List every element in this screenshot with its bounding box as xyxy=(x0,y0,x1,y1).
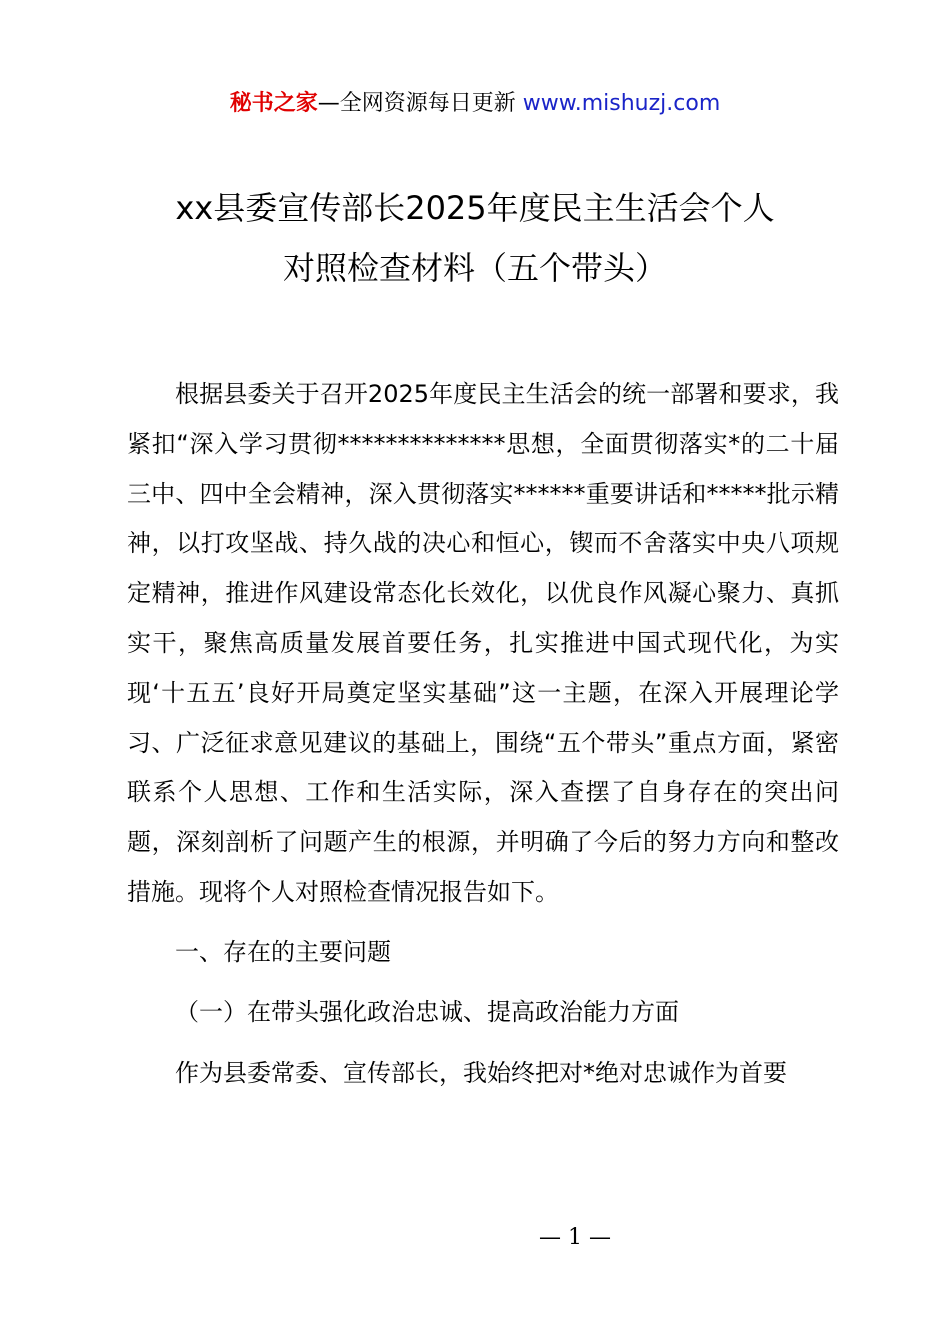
brand-name: 秘书之家 xyxy=(229,91,318,116)
document-body xyxy=(127,370,839,1099)
body-paragraph: 作为县委常委、宣传部长，我始终把对*绝对忠诚作为首要 xyxy=(175,1059,787,1088)
page-number: — 1 — xyxy=(539,1225,611,1250)
title-line-2: 对照检查材料（五个带头） xyxy=(282,249,667,287)
site-url-link[interactable]: www.mishuzj.com xyxy=(522,91,721,116)
intro-paragraph: 根据县委关于召开2025年度民主生活会的统一部署和要求，我紧扣“深入学习贯彻**************思想，全面贯彻落实*的二十届三中、四中全会精神，深入贯彻落实******重要讲话和*****批示精神，以打攻坚战、持久战的决心和恒心，锲而不舍落实中央八项规定精神，推进作风建设常态化长效化，以优良作风凝心聚力、真抓实干，聚焦高质量发展首要任务，扎实推进中国式现代化，为实现‘十五五’良好开局奠定坚实基础”这一主题，在深入开展理论学习、广泛征求意见建议的基础上，围绕“五个带头”重点方面，紧密联系个人思想、工作和生活实际，深入查摆了自身存在的突出问题，深刻剖析了问题产生的根源，并明确了今后的努力方向和整改措施。现将个人对照检查情况报告如下。 xyxy=(127,380,839,906)
document-title xyxy=(60,178,890,298)
site-header xyxy=(0,86,950,122)
title-line-1: xx县委宣传部长2025年度民主生活会个人 xyxy=(175,189,775,227)
subsection-heading: （一）在带头强化政治忠诚、提高政治能力方面 xyxy=(175,997,679,1026)
page-footer xyxy=(0,1222,950,1254)
header-tagline: —全网资源每日更新 xyxy=(317,91,523,116)
section-heading: 一、存在的主要问题 xyxy=(175,937,391,966)
